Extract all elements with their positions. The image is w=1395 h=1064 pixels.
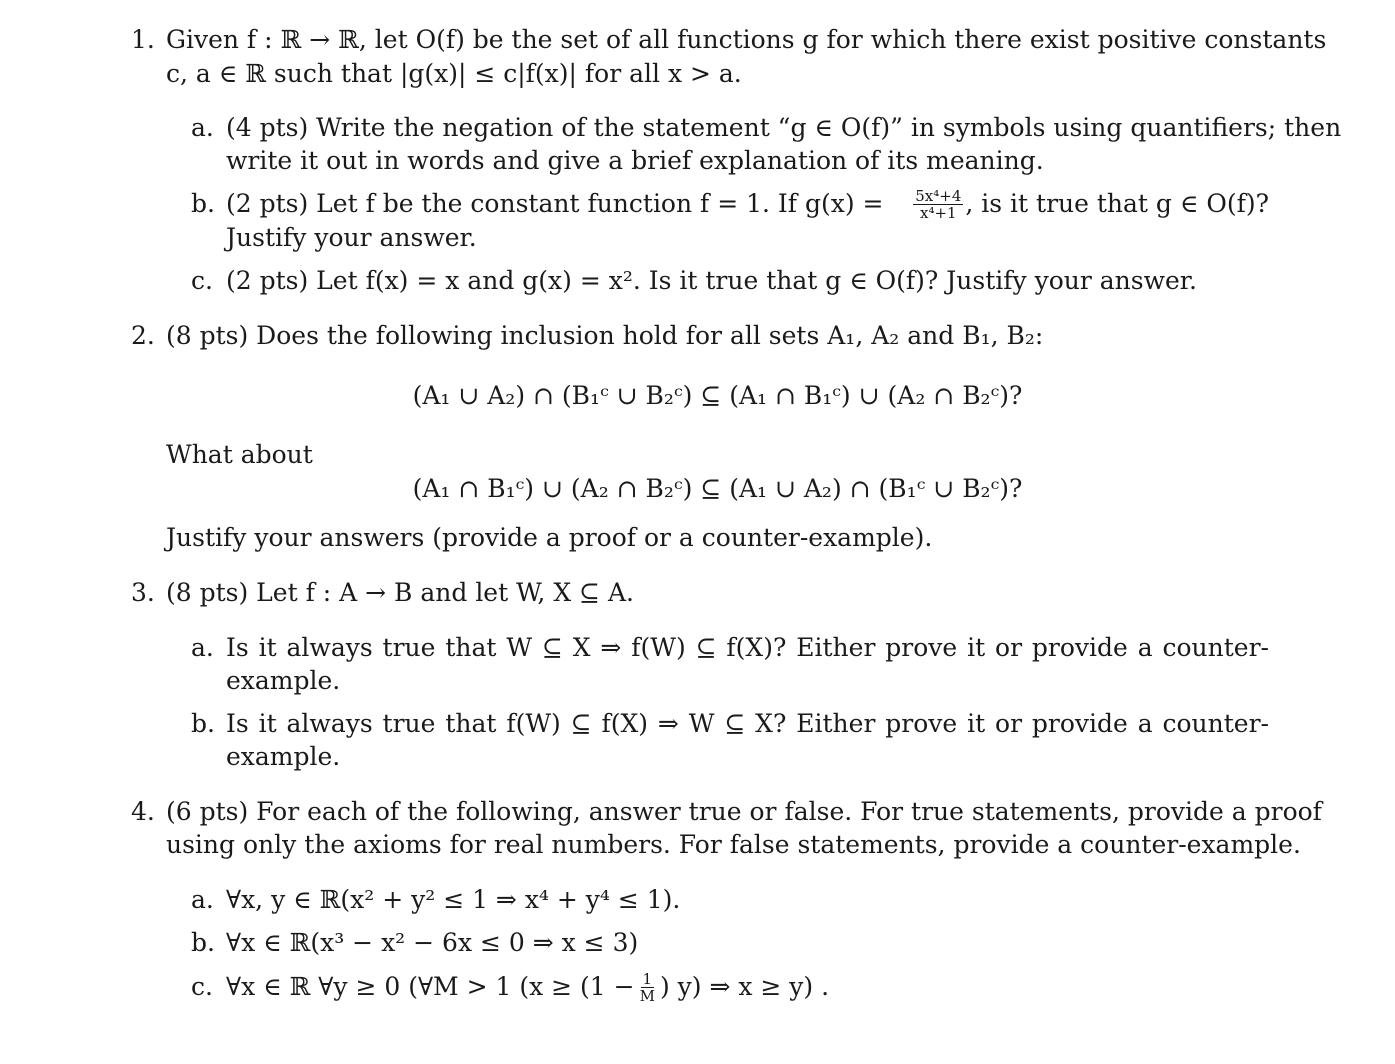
problem-4c-text-before: ∀x ∈ ℝ ∀y ≥ 0 (∀M > 1 (x ≥ (1 − [226, 972, 635, 1001]
item-marker: c. [191, 266, 213, 295]
item-marker: a. [191, 885, 214, 914]
display-equation-2: (A₁ ∩ B₁ᶜ) ∪ (A₂ ∩ B₂ᶜ) ⊆ (A₁ ∪ A₂) ∩ (B₁ᶜ ∪ B₂ᶜ)? [412, 474, 1023, 503]
problem-3-text-line-1: (8 pts) Let f : A → B and let W, X ⊆ A. [166, 578, 634, 607]
problem-1a-line-1: (4 pts) Write the negation of the statement “g ∈ O(f)” in symbols using quantifiers; then [226, 113, 1342, 142]
problem-1b-text-after: , is it true that g ∈ O(f)? [965, 189, 1269, 218]
problem-3a-line-1: Is it always true that W ⊆ X ⇒ f(W) ⊆ f(X)? Either prove it or provide a counter- [226, 633, 1269, 662]
problem-3a-line-2: example. [226, 666, 341, 695]
problem-4a-statement: ∀x, y ∈ ℝ(x² + y² ≤ 1 ⇒ x⁴ + y⁴ ≤ 1). [226, 885, 681, 914]
problem-3b-line-2: example. [226, 742, 341, 771]
problem-2-text-line-1: (8 pts) Does the following inclusion hold for all sets A₁, A₂ and B₁, B₂: [166, 321, 1044, 350]
display-equation-1: (A₁ ∪ A₂) ∩ (B₁ᶜ ∪ B₂ᶜ) ⊆ (A₁ ∩ B₁ᶜ) ∪ (A₂ ∩ B₂ᶜ)? [412, 381, 1023, 410]
item-marker: b. [191, 709, 215, 738]
problem-1c-line-1: (2 pts) Let f(x) = x and g(x) = x². Is it true that g ∈ O(f)? Justify your answer. [226, 266, 1197, 295]
fraction [913, 188, 963, 221]
problem-4c-statement [226, 970, 829, 1004]
problem-number: 3. [131, 578, 155, 607]
problem-1a-line-2: write it out in words and give a brief explanation of its meaning. [226, 146, 1044, 175]
what-about-text: What about [166, 440, 313, 469]
item-marker: a. [191, 633, 214, 662]
problem-3b-line-1: Is it always true that f(W) ⊆ f(X) ⇒ W ⊆ X? Either prove it or provide a counter- [226, 709, 1269, 738]
problem-4b-statement: ∀x ∈ ℝ(x³ − x² − 6x ≤ 0 ⇒ x ≤ 3) [226, 928, 639, 957]
problem-1-text-line-1: Given f : ℝ → ℝ, let O(f) be the set of all functions g for which there exist positive constants [166, 25, 1327, 54]
fraction-numerator: 1 [642, 969, 653, 988]
problem-1b-text-before: (2 pts) Let f be the constant function f = 1. If g(x) = [226, 189, 884, 218]
fraction [638, 971, 657, 1004]
item-marker: b. [191, 189, 215, 218]
problem-number: 2. [131, 321, 155, 350]
problem-1b-line-1 [226, 187, 1269, 221]
problem-1-text-line-2: c, a ∈ ℝ such that |g(x)| ≤ c|f(x)| for all x > a. [166, 59, 742, 88]
item-marker: b. [191, 928, 215, 957]
fraction-numerator: 5x⁴+4 [915, 186, 962, 205]
justify-text: Justify your answers (provide a proof or a counter-example). [166, 523, 933, 552]
problem-4c-text-after: ) y) ⇒ x ≥ y) . [659, 972, 830, 1001]
problem-number: 1. [131, 25, 155, 54]
problem-number: 4. [131, 797, 155, 826]
problem-1b-line-2: Justify your answer. [226, 223, 477, 252]
fraction-denominator: x⁴+1 [920, 203, 957, 222]
fraction-denominator: M [639, 986, 655, 1005]
item-marker: a. [191, 113, 214, 142]
problem-4-text-line-2: using only the axioms for real numbers. For false statements, provide a counter-example. [166, 830, 1301, 859]
problem-4-text-line-1: (6 pts) For each of the following, answer true or false. For true statements, provide a proof [166, 797, 1322, 826]
item-marker: c. [191, 972, 213, 1001]
